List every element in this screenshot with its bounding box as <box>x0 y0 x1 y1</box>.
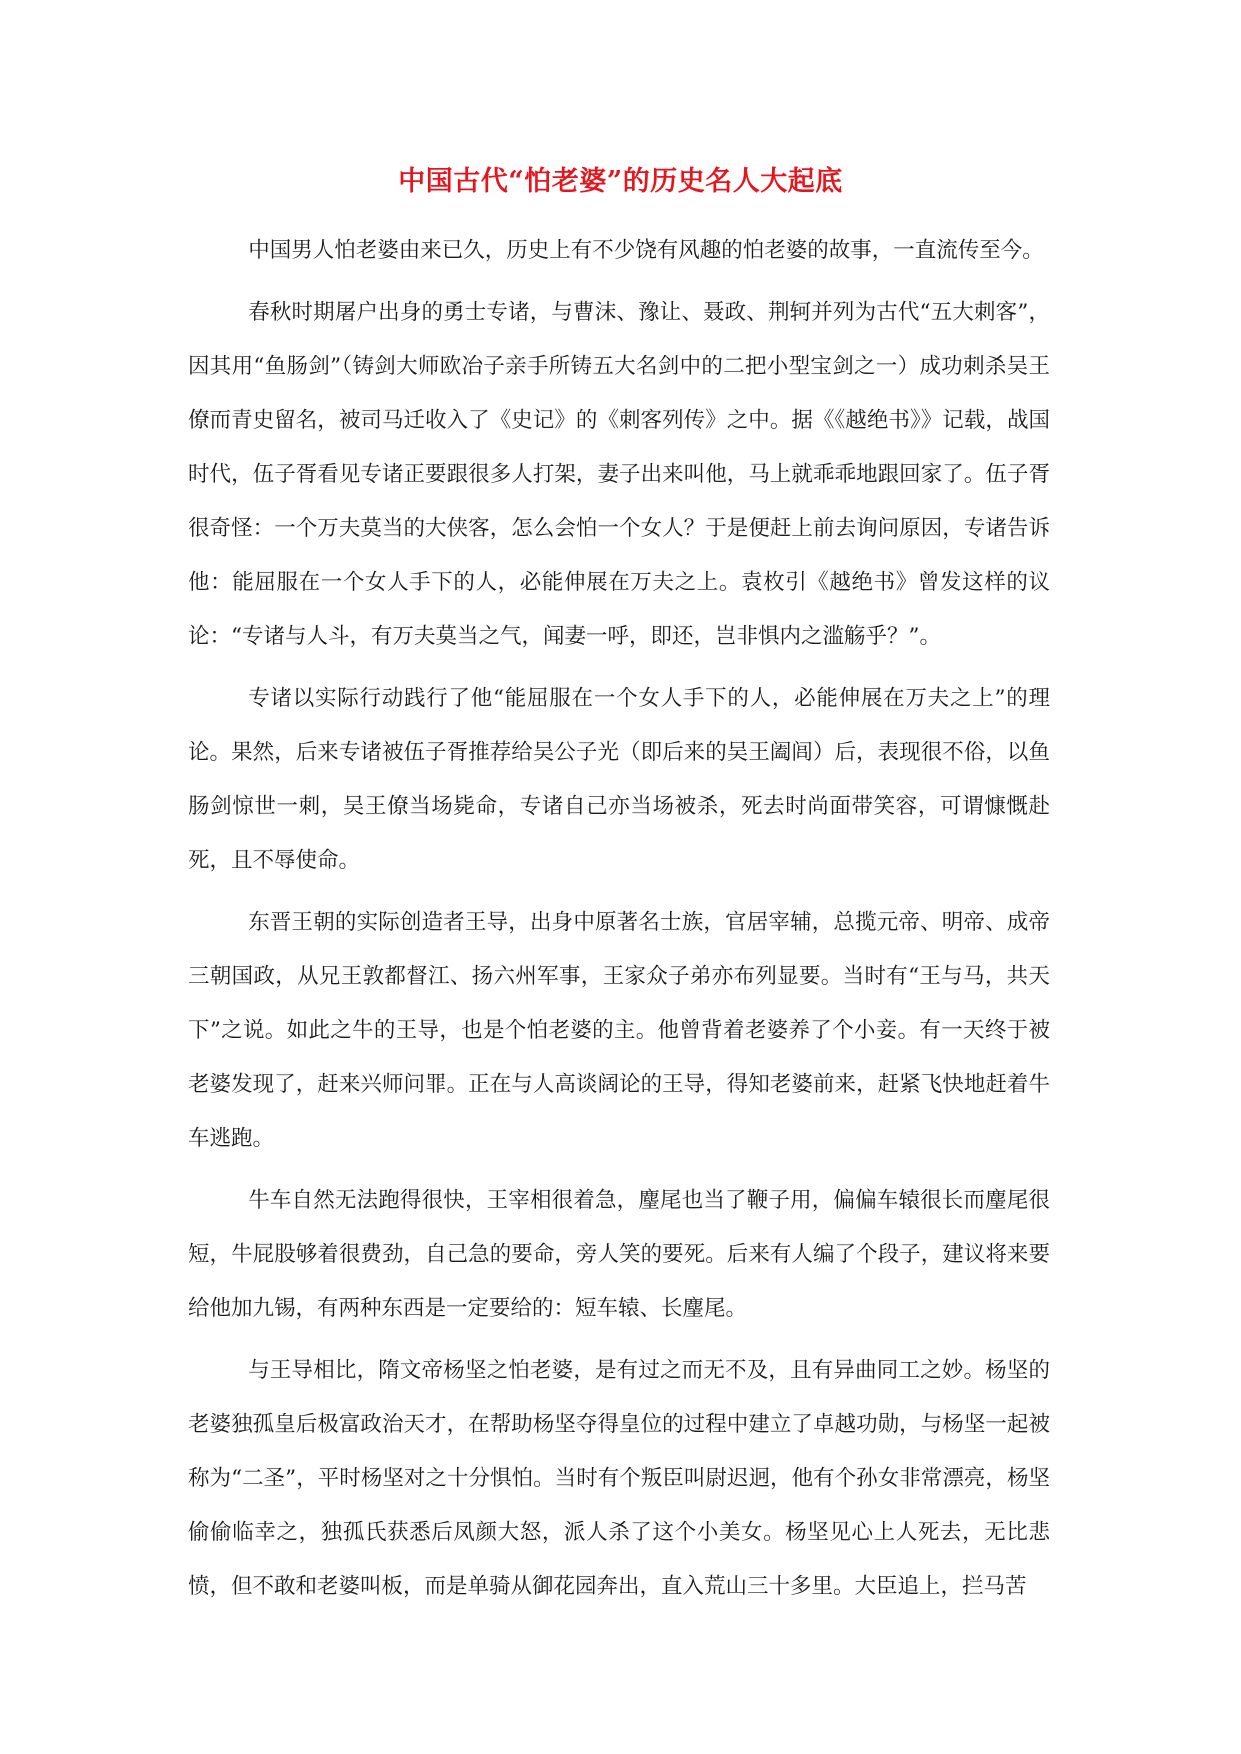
paragraph-intro: 中国男人怕老婆由来已久，历史上有不少饶有风趣的怕老婆的故事，一直流传至今。 <box>248 238 1044 263</box>
document-title: 中国古代“怕老婆”的历史名人大起底 <box>398 166 843 197</box>
paragraph-yang-jian: 与王导相比，隋文帝杨坚之怕老婆，是有过之而无不及，且有异曲同工之妙。杨坚的老婆独孤皇后极富政治天才，在帮助杨坚夺得皇位的过程中建立了卓越功勋，与杨坚一起被称为“二圣”，平时杨坚对之十分惧怕。当时有个叛臣叫尉迟迥，他有个孙女非常漂亮，杨坚偷偷临幸之，独孤氏获悉后凤颜大怒，派人杀了这个小美女。杨坚见心上人死去，无比悲愤，但不敢和老婆叫板，而是单骑从御花园奔出，直入荒山三十多里。大臣追上，拦马苦 <box>188 1358 1050 1599</box>
paragraph-ox-cart: 牛车自然无法跑得很快，王宰相很着急，麈尾也当了鞭子用，偏偏车辕很长而麈尾很短，牛屁股够着很费劲，自己急的要命，旁人笑的要死。后来有人编了个段子，建议将来要给他加九锡，有两种东西是一定要给的：短车辕、长麈尾。 <box>188 1188 1050 1321</box>
document-body <box>188 224 1050 1622</box>
paragraph-zhuan-zhu-theory: 专诸以实际行动践行了他“能屈服在一个女人手下的人，必能伸展在万夫之上”的理论。果然，后来专诸被伍子胥推荐给吴公子光（即后来的吴王阖闾）后，表现很不俗，以鱼肠剑惊世一刺，吴王僚当场毙命，专诸自己亦当场被杀，死去时尚面带笑容，可谓慷慨赴死，且不辱使命。 <box>188 686 1050 873</box>
paragraph-wang-dao: 东晋王朝的实际创造者王导，出身中原著名士族，官居宰辅，总揽元帝、明帝、成帝三朝国政，从兄王敦都督江、扬六州军事，王家众子弟亦布列显要。当时有“王与马，共天下”之说。如此之牛的王导，也是个怕老婆的主。他曾背着老婆养了个小妾。有一天终于被老婆发现了，赶来兴师问罪。正在与人高谈阔论的王导，得知老婆前来，赶紧飞快地赶着牛车逃跑。 <box>188 910 1050 1151</box>
paragraph-zhuan-zhu: 春秋时期屠户出身的勇士专诸，与曹沫、豫让、聂政、荆轲并列为古代“五大刺客”，因其用“鱼肠剑”（铸剑大师欧冶子亲手所铸五大名剑中的二把小型宝剑之一）成功刺杀吴王僚而青史留名，被司马迁收入了《史记》的《刺客列传》之中。据《《越绝书》》记载，战国时代，伍子胥看见专诸正要跟很多人打架，妻子出来叫他，马上就乖乖地跟回家了。伍子胥很奇怪：一个万夫莫当的大侠客，怎么会怕一个女人？于是便赶上前去询问原因，专诸告诉他：能屈服在一个女人手下的人，必能伸展在万夫之上。袁枚引《越绝书》曾发这样的议论：“专诸与人斗，有万夫莫当之气，闻妻一呼，即还，岂非惧内之滥觞乎？”。 <box>188 300 1050 649</box>
